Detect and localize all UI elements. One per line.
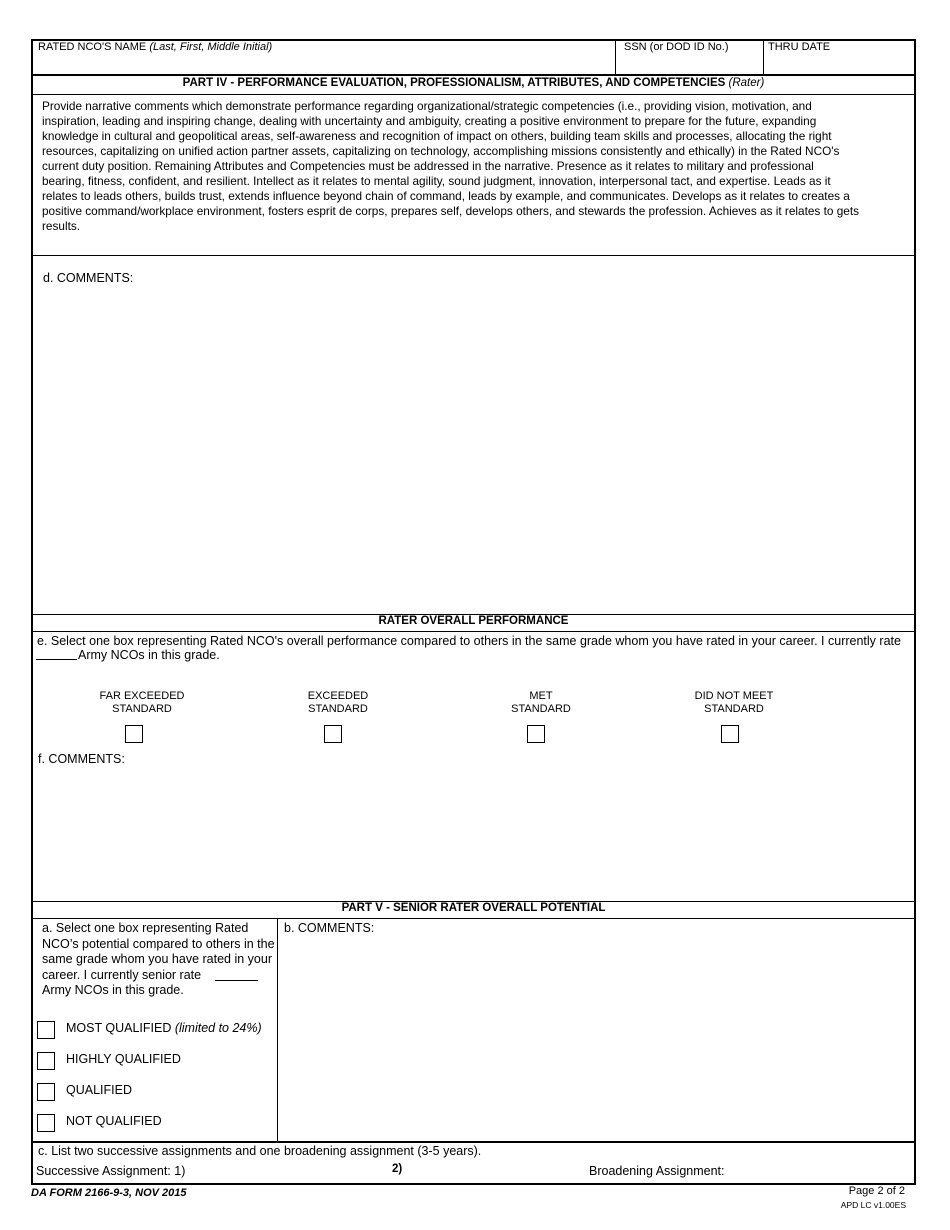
successive-assignment-2-label: 2) (392, 1163, 403, 1175)
successive-assignment-2-field[interactable] (410, 1161, 580, 1181)
met-checkbox[interactable] (527, 725, 545, 743)
form-identifier: DA FORM 2166-9-3, NOV 2015 (31, 1187, 187, 1199)
most-qualified-note: (limited to 24%) (174, 1021, 262, 1035)
instruction-line: a. Select one box representing Rated (42, 921, 249, 935)
part5-title: PART V - SENIOR RATER OVERALL POTENTIAL (341, 902, 606, 914)
rater-comments-area[interactable] (33, 748, 913, 900)
senior-rater-comments-label: b. COMMENTS: (284, 921, 375, 935)
option-did-not-meet (674, 690, 794, 716)
option-label-line2: STANDARD (308, 703, 368, 715)
instruction-line: bearing, fitness, confident, and resilient. Intellect as it relates to mental agility, sound judgment, innovation, interpersonal tact, and expertise. Leads as it (42, 174, 831, 188)
instruction-line: results. (42, 219, 81, 233)
broadening-assignment-field[interactable] (728, 1161, 908, 1181)
rated-name-field[interactable] (38, 41, 608, 73)
rater-overall-instruction-1: e. Select one box representing Rated NCO's overall performance compared to others in the same grade whom you have rated in your career. I currently rate (37, 634, 901, 648)
rate-count-blank[interactable] (36, 659, 77, 660)
form-version: APD LC v1.00ES (840, 1200, 906, 1210)
not-qualified-label: NOT QUALIFIED (66, 1114, 162, 1128)
highly-qualified-checkbox[interactable] (37, 1052, 55, 1070)
part4-instructions (42, 99, 912, 234)
option-label-line1: MET (529, 690, 553, 702)
rater-overall-title-line (32, 631, 915, 632)
part4-comments-area[interactable] (33, 257, 913, 613)
instructions-bottom-line (32, 255, 915, 256)
option-label-line2: STANDARD (704, 703, 764, 715)
ssn-label: SSN (or DOD ID No.) (624, 41, 729, 53)
exceeded-checkbox[interactable] (324, 725, 342, 743)
senior-rate-count-blank[interactable] (215, 980, 258, 981)
instruction-line: current duty position. Remaining Attributes and Competencies must be addressed in the narrative. Presence as it relates to military and professional (42, 159, 814, 173)
instruction-line: NCO’s potential compared to others in the (42, 936, 275, 951)
instruction-line: resources, capitalizing on unified action partner assets, capitalizing on technology, accomplishing missions consistently and ethically) in the Rated NCO's (42, 144, 840, 158)
header-bottom-line (32, 74, 915, 76)
page-number: Page 2 of 2 (848, 1185, 905, 1197)
thru-date-field[interactable] (768, 41, 908, 73)
rater-overall-title: RATER OVERALL PERFORMANCE (378, 615, 569, 627)
header-divider-1 (615, 40, 616, 75)
part4-title-line (32, 94, 915, 95)
instruction-line: Provide narrative comments which demonstrate performance regarding organizational/strategic competencies (i.e., providing vision, motivation, and (42, 99, 812, 113)
instruction-line: inspiration, leading and inspiring change, dealing with uncertainty and ambiguity, creating a positive environment to prepare for the future, expanding (42, 114, 817, 128)
most-qualified-text: MOST QUALIFIED (66, 1021, 172, 1035)
not-qualified-checkbox[interactable] (37, 1114, 55, 1132)
option-met (481, 690, 601, 716)
far-exceeded-checkbox[interactable] (125, 725, 143, 743)
option-label-line2: STANDARD (112, 703, 172, 715)
part4-title-role: (Rater) (728, 77, 765, 89)
qualified-checkbox[interactable] (37, 1083, 55, 1101)
rater-comments-label: f. COMMENTS: (38, 752, 125, 766)
option-label-line1: EXCEEDED (307, 690, 369, 702)
instruction-line: relates to leads others, builds trust, extends influence beyond chain of command, leads by example, and communicates. Develops as it relates to creates a (42, 189, 850, 203)
thru-date-label: THRU DATE (768, 41, 831, 53)
most-qualified-checkbox[interactable] (37, 1021, 55, 1039)
assignments-instruction: c. List two successive assignments and one broadening assignment (3-5 years). (38, 1144, 482, 1158)
option-label-line1: DID NOT MEET (694, 690, 774, 702)
option-exceeded (278, 690, 398, 716)
instruction-line: knowledge in cultural and geopolitical areas, self-awareness and recognition of impact on others, building team skills and processes, allocating the right (42, 129, 832, 143)
part5-column-divider (277, 918, 278, 1141)
rater-overall-instruction-2: Army NCOs in this grade. (78, 648, 220, 662)
senior-rater-comments-area[interactable] (279, 919, 913, 1140)
most-qualified-label (66, 1021, 262, 1035)
qualified-label: QUALIFIED (66, 1083, 132, 1097)
instruction-line: career. I currently senior rate (42, 967, 202, 982)
instruction-line: positive command/workplace environment, fosters esprit de corps, prepares self, develops others, and stewards the profession. Achieves as it relates to gets (42, 204, 860, 218)
broadening-assignment-label: Broadening Assignment: (589, 1164, 725, 1178)
successive-assignment-1-label: Successive Assignment: 1) (36, 1164, 186, 1178)
part4-comments-label: d. COMMENTS: (43, 271, 134, 285)
rated-name-hint: (Last, First, Middle Initial) (149, 41, 273, 53)
ssn-field[interactable] (624, 41, 759, 73)
successive-assignment-1-field[interactable] (192, 1161, 387, 1181)
option-label-line1: FAR EXCEEDED (99, 690, 185, 702)
instruction-line: same grade whom you have rated in your (42, 952, 272, 967)
part4-title (32, 77, 915, 89)
instruction-line: Army NCOs in this grade. (42, 983, 184, 998)
header-divider-2 (763, 40, 764, 75)
did-not-meet-checkbox[interactable] (721, 725, 739, 743)
part5-instructions (42, 921, 277, 999)
option-label-line2: STANDARD (511, 703, 571, 715)
assignments-top-line (32, 1141, 915, 1143)
highly-qualified-label: HIGHLY QUALIFIED (66, 1052, 181, 1066)
option-far-exceeded (82, 690, 202, 716)
rated-name-label: RATED NCO'S NAME (38, 41, 147, 53)
part4-title-text: PART IV - PERFORMANCE EVALUATION, PROFESSIONALISM, ATTRIBUTES, AND COMPETENCIES (182, 77, 726, 89)
